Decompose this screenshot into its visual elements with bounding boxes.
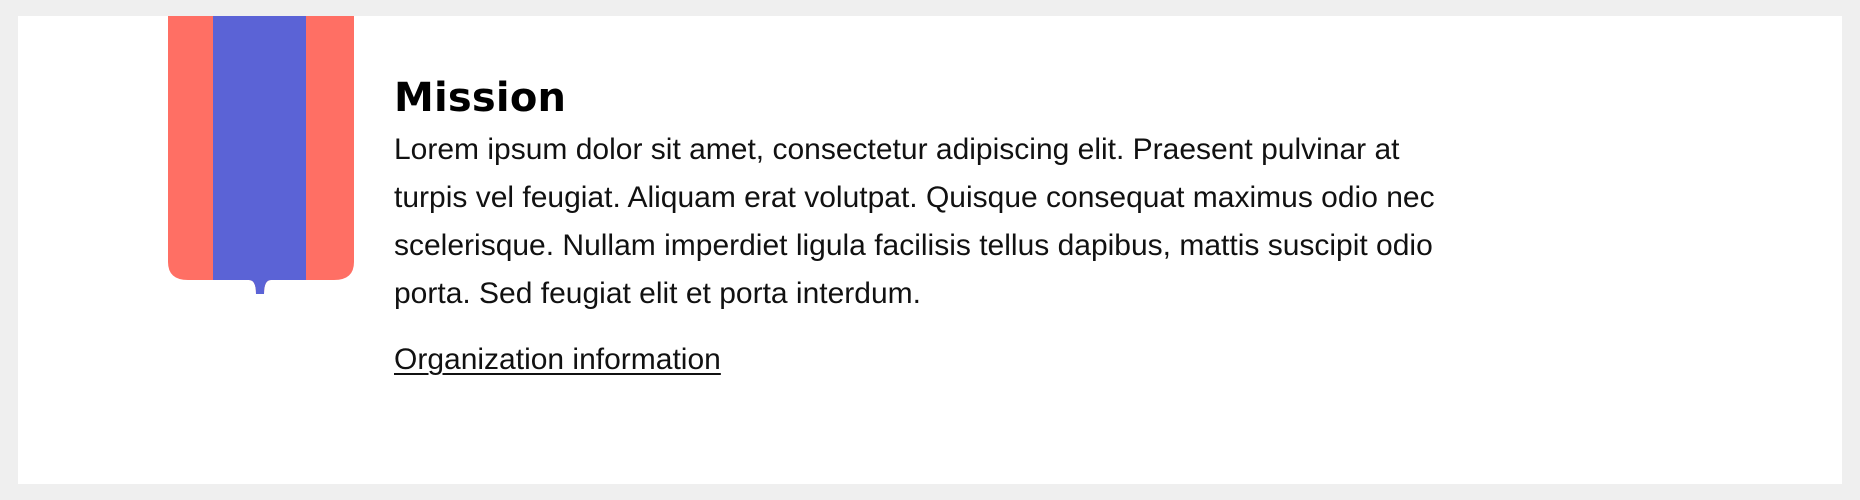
organization-information-link[interactable]: Organization information (394, 343, 721, 376)
section-title: Mission (394, 75, 567, 121)
section-body: Lorem ipsum dolor sit amet, consectetur adipiscing elit. Praesent pulvinar at turpis vel feugiat. Aliquam erat volutpat. Quisque consequat maximus odio nec scelerisque. Nullam imperdiet ligula facilisis tellus dapibus, mattis suscipit odio porta. Sed feugiat elit et porta interdum. (394, 133, 1435, 310)
mission-card (18, 16, 1842, 484)
ribbon-bookmark-icon (168, 16, 354, 296)
mission-content (394, 74, 1474, 380)
